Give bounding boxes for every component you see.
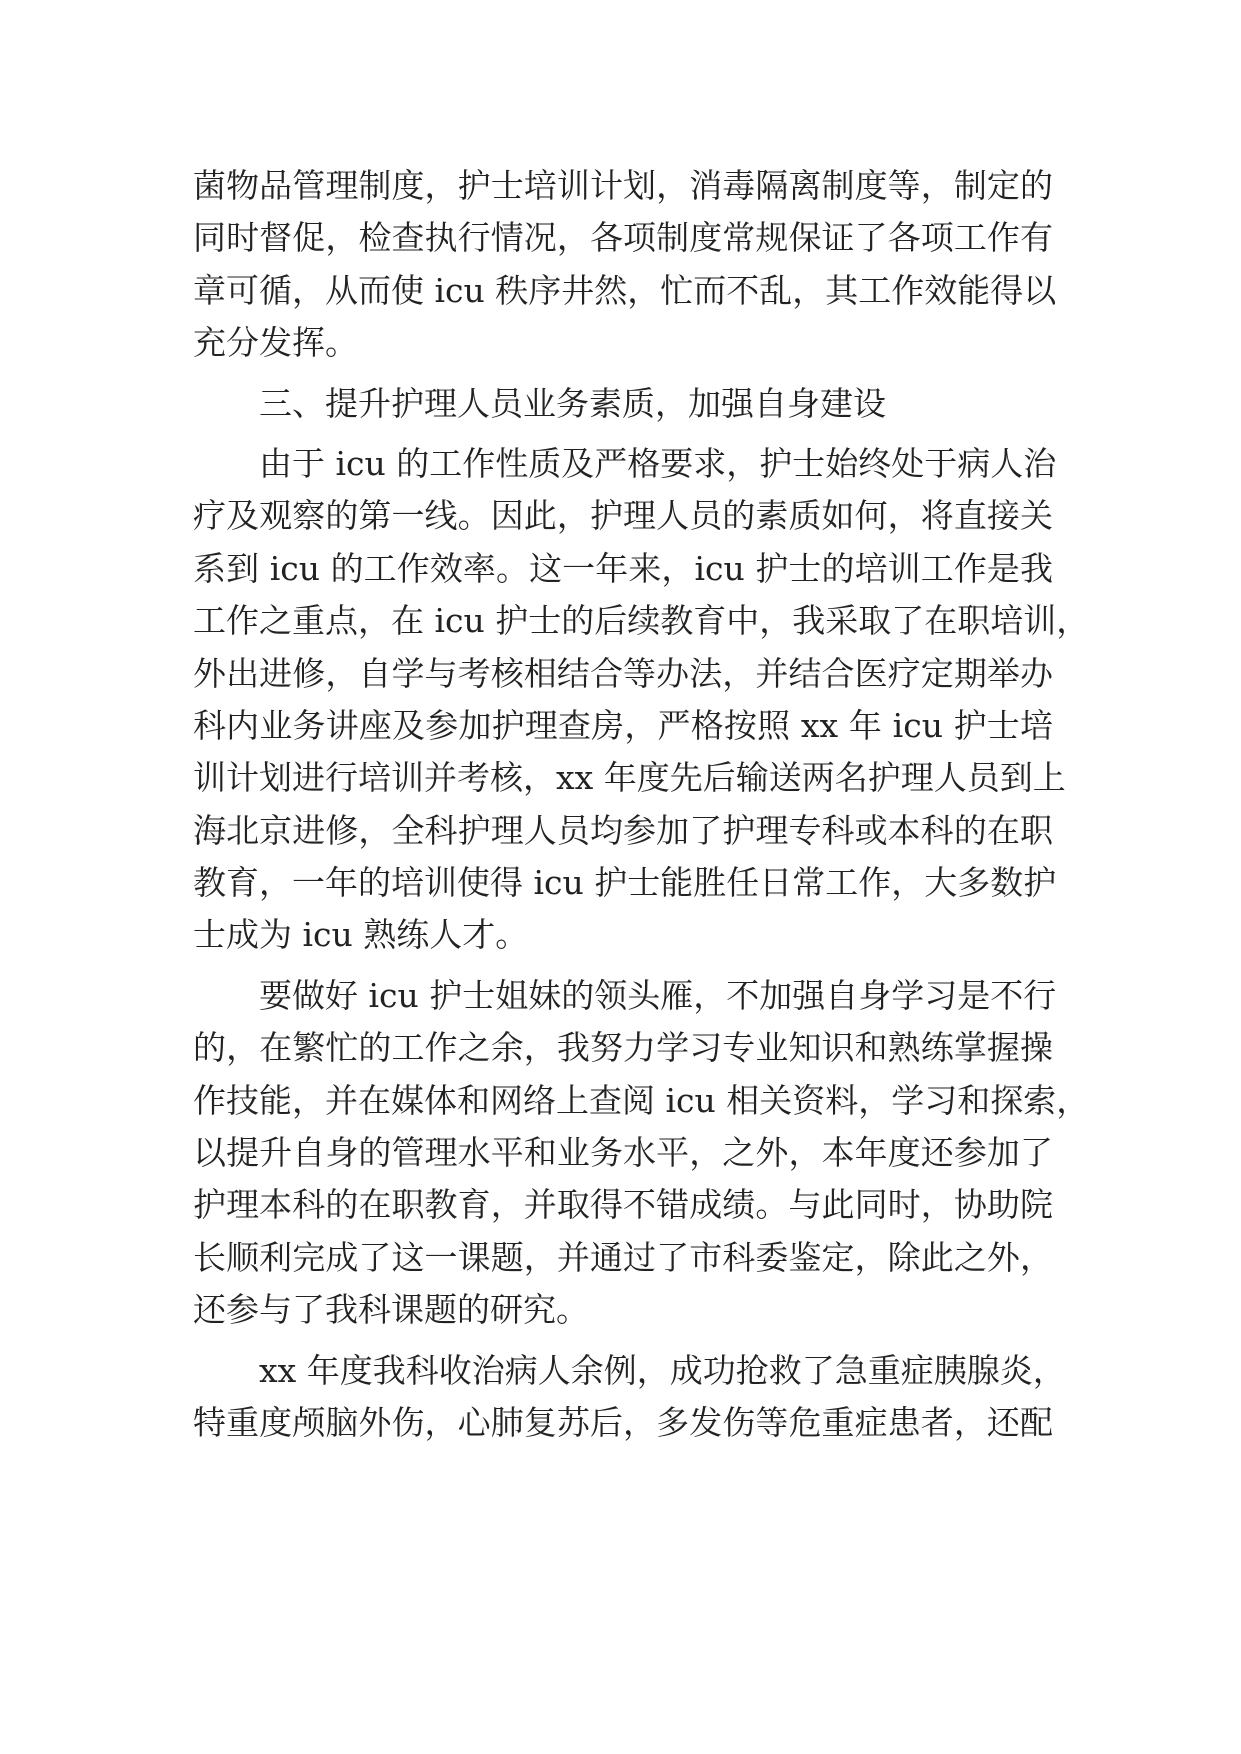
text-line: 训计划进行培训并考核，xx 年度先后输送两名护理人员到上 (193, 758, 1066, 798)
section-heading (193, 378, 1053, 430)
text-line: 特重度颅脑外伤，心肺复苏后，多发伤等危重症患者，还配 (193, 1402, 1053, 1442)
paragraph-gap (193, 430, 1053, 438)
text-line: xx 年度我科收治病人余例，成功抢救了急重症胰腺炎， (259, 1350, 1066, 1390)
text-line: 以提升自身的管理水平和业务水平，之外，本年度还参加了 (193, 1133, 1053, 1173)
text-line: 还参与了我科课题的研究。 (193, 1290, 589, 1330)
paragraph (193, 438, 1090, 962)
text-line: 要做好 icu 护士姐妹的领头雁，不加强自身学习是不行 (259, 975, 1057, 1015)
document-body (193, 160, 1090, 1449)
text-line: 护理本科的在职教育，并取得不错成绩。与此同时，协助院 (193, 1185, 1053, 1225)
text-line: 由于 icu 的工作性质及严格要求，护士始终处于病人治 (259, 443, 1057, 483)
paragraph-gap (193, 370, 1053, 378)
paragraph (193, 1345, 1066, 1450)
text-line: 三、提升护理人员业务素质，加强自身建设 (259, 383, 886, 423)
text-line: 长顺利完成了这一课题，并通过了市科委鉴定，除此之外， (193, 1237, 1053, 1277)
text-line: 海北京进修，全科护理人员均参加了护理专科或本科的在职 (193, 810, 1053, 850)
text-line: 充分发挥。 (193, 323, 358, 363)
text-line: 工作之重点，在 icu 护士的后续教育中，我采取了在职培训， (193, 601, 1090, 641)
text-line: 士成为 icu 熟练人才。 (193, 915, 529, 955)
text-line: 菌物品管理制度，护士培训计划，消毒隔离制度等，制定的 (193, 166, 1053, 205)
text-line: 同时督促，检查执行情况，各项制度常规保证了各项工作有 (193, 218, 1053, 258)
text-line: 外出进修，自学与考核相结合等办法，并结合医疗定期举办 (193, 653, 1053, 693)
text-line: 系到 icu 的工作效率。这一年来，icu 护士的培训工作是我 (193, 548, 1053, 588)
text-line: 教育，一年的培训使得 icu 护士能胜任日常工作，大多数护 (193, 863, 1057, 903)
paragraph-gap (193, 1337, 1053, 1345)
text-line: 章可循，从而使 icu 秩序井然，忙而不乱，其工作效能得以 (193, 270, 1057, 310)
text-line: 的，在繁忙的工作之余，我努力学习专业知识和熟练掌握操 (193, 1028, 1053, 1068)
paragraph (193, 160, 1057, 370)
text-line: 疗及观察的第一线。因此，护理人员的素质如何，将直接关 (193, 496, 1053, 536)
paragraph-gap (193, 962, 1053, 970)
text-line: 作技能，并在媒体和网络上查阅 icu 相关资料，学习和探索， (193, 1080, 1090, 1120)
text-line: 科内业务讲座及参加护理查房，严格按照 xx 年 icu 护士培 (193, 705, 1053, 745)
paragraph (193, 970, 1090, 1337)
